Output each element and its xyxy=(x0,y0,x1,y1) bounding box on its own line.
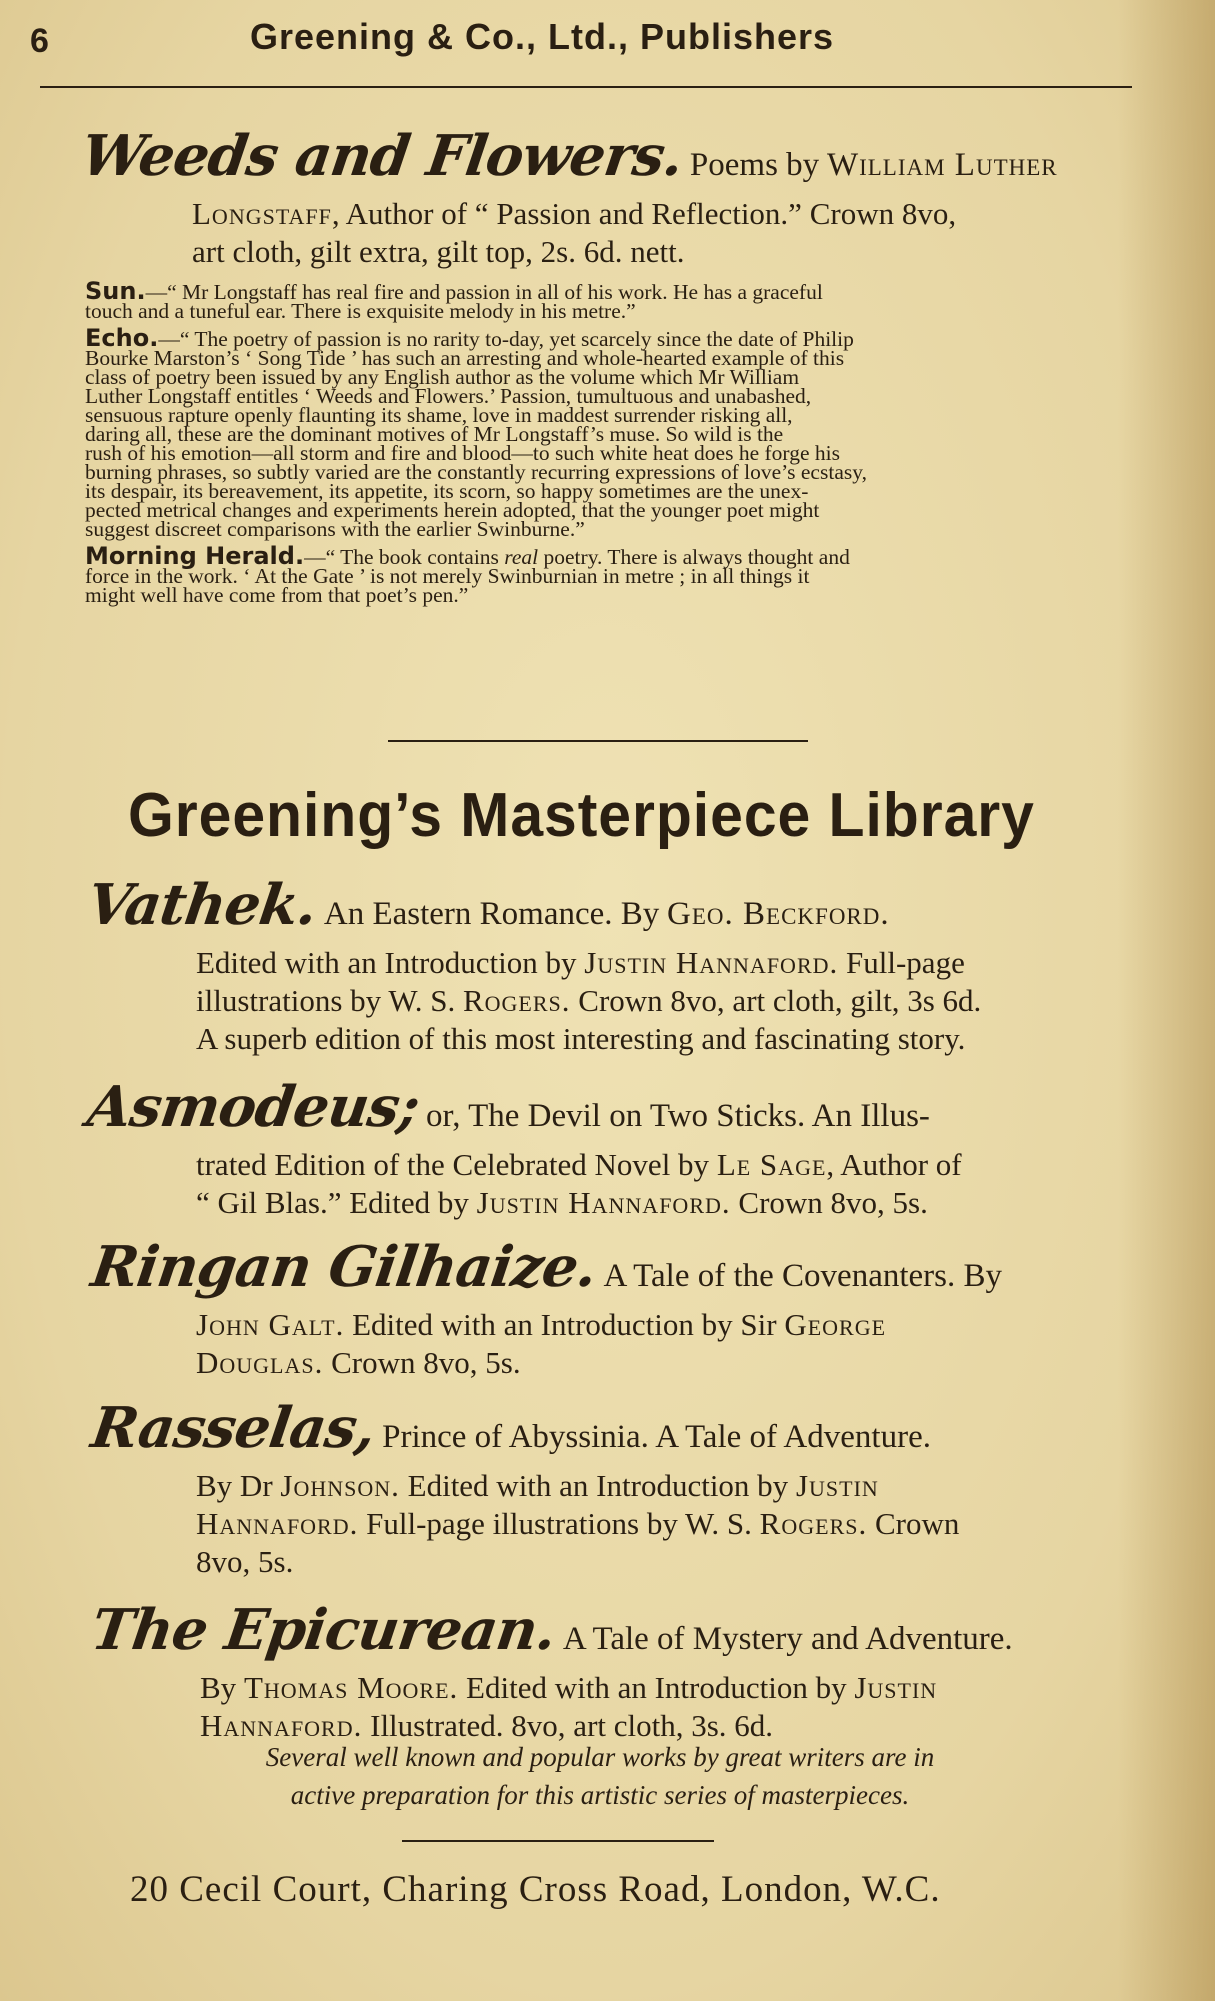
review-echo-line: burning phrases, so subtly varied are the constantly recurring expressions of love’s ecstasy, xyxy=(85,460,867,484)
reviews xyxy=(85,277,867,607)
section-rule xyxy=(388,740,808,742)
ringan-title: Ringan Gilhaize. xyxy=(87,1234,601,1300)
series-note-line: active preparation for this artistic series of masterpieces. xyxy=(290,1780,910,1810)
header-rule xyxy=(40,86,1132,88)
ringan-line-2: John Galt. Edited with an Introduction by Sir George xyxy=(196,1307,887,1342)
footer-rule xyxy=(402,1840,714,1842)
library-heading: Greening’s Masterpiece Library xyxy=(128,781,1035,850)
vathek-title: Vathek. xyxy=(83,872,321,938)
rasselas-title: Rasselas, xyxy=(87,1395,380,1461)
vathek-line-3: illustrations by W. S. Rogers. Crown 8vo, art cloth, gilt, 3s 6d. xyxy=(196,983,982,1018)
review-echo: Echo.—“ The poetry of passion is no rarity to-day, yet scarcely since the date of Philip xyxy=(85,324,854,352)
epicurean-entry: The Epicurean. A Tale of Mystery and Adventure. By Thomas Moore. Edited with an Introduction by Justin Hannaford. Illustrated. 8vo, art cloth, 3s. 6d. xyxy=(87,1597,1013,1743)
review-herald-line: force in the work. ‘ At the Gate ’ is not merely Swinburnian in metre ; in all things it xyxy=(85,564,810,588)
review-echo-line: suggest discreet comparisons with the earlier Swinburne.” xyxy=(85,517,585,541)
rasselas-entry: Rasselas, Prince of Abyssinia. A Tale of Adventure. By Dr Johnson. Edited with an Introduction by Justin Hannaford. Full-page illustrations by W. S. Rogers. Crown 8vo, 5s. xyxy=(87,1395,960,1579)
vathek-line-4: A superb edition of this most interesting and fascinating story. xyxy=(196,1021,966,1056)
review-source-herald: Morning Herald. xyxy=(85,542,305,570)
asmodeus-line-2: trated Edition of the Celebrated Novel by Le Sage, Author of xyxy=(196,1147,962,1182)
weeds-line-2: Longstaff, Author of “ Passion and Reflection.” Crown 8vo, xyxy=(192,196,957,231)
ringan-entry: Ringan Gilhaize. A Tale of the Covenanters. By John Galt. Edited with an Introduction by Sir George Douglas. Crown 8vo, 5s. xyxy=(87,1234,1002,1380)
review-echo-line: Bourke Marston’s ‘ Song Tide ’ has such an arresting and whole-hearted example of this xyxy=(85,346,845,370)
review-source-sun: Sun. xyxy=(85,277,146,305)
review-sun-line: touch and a tuneful ear. There is exquisite melody in his metre.” xyxy=(85,299,636,323)
ringan-line-3: Douglas. Crown 8vo, 5s. xyxy=(196,1345,521,1380)
weeds-line-3: art cloth, gilt extra, gilt top, 2s. 6d. nett. xyxy=(192,234,685,269)
series-note xyxy=(100,1738,1100,1814)
rasselas-line-3: Hannaford. Full-page illustrations by W. S. Rogers. Crown xyxy=(196,1506,960,1541)
series-note-line: Several well known and popular works by great writers are in xyxy=(265,1742,935,1772)
epicurean-line-3: Hannaford. Illustrated. 8vo, art cloth, 3s. 6d. xyxy=(200,1708,774,1743)
review-echo-line: sensuous rapture openly flaunting its shame, love in maddest surrender risking all, xyxy=(85,403,793,427)
review-echo-line: rush of his emotion—all storm and fire and blood—to such white heat does he forge his xyxy=(85,441,840,465)
epicurean-title: The Epicurean. xyxy=(87,1597,560,1663)
rasselas-line-4: 8vo, 5s. xyxy=(196,1544,294,1579)
vathek-entry: Vathek. An Eastern Romance. By Geo. Beckford. Edited with an Introduction by Justin Hannaford. Full-page illustrations by W. S. Rogers. Crown 8vo, art cloth, gilt, 3s 6d. A superb edition of this most interesting and fascinating story. xyxy=(83,872,982,1056)
review-herald: Morning Herald.—“ The book contains real poetry. There is always thought and xyxy=(85,542,850,570)
review-echo-line: daring all, these are the dominant motives of Mr Longstaff’s muse. So wild is the xyxy=(85,422,784,446)
weeds-title: Weeds and Flowers. xyxy=(77,123,687,189)
review-echo-line: Luther Longstaff entitles ‘ Weeds and Flowers.’ Passion, tumultuous and unabashed, xyxy=(85,384,812,408)
asmodeus-line-3: “ Gil Blas.” Edited by Justin Hannaford. Crown 8vo, 5s. xyxy=(196,1185,928,1220)
review-echo-line: class of poetry been issued by any English author as the volume which Mr William xyxy=(85,365,800,389)
asmodeus-title: Asmodeus; xyxy=(83,1074,423,1140)
weeds-author: William Luther xyxy=(826,147,1058,183)
running-head: Greening & Co., Ltd., Publishers xyxy=(250,16,835,57)
weeds-entry xyxy=(77,123,1058,271)
vathek-line-2: Edited with an Introduction by Justin Hannaford. Full-page xyxy=(196,945,965,980)
rasselas-line-2: By Dr Johnson. Edited with an Introduction by Justin xyxy=(196,1468,879,1503)
review-source-echo: Echo. xyxy=(85,324,159,352)
review-herald-line: might well have come from that poet’s pen.” xyxy=(85,583,469,607)
vathek-author: Geo. Beckford. xyxy=(667,896,890,932)
review-sun: Sun.—“ Mr Longstaff has real fire and passion in all of his work. He has a graceful xyxy=(85,277,823,305)
review-echo-line: its despair, its bereavement, its appetite, its scorn, so happy sometimes are the unex- xyxy=(85,479,809,503)
publisher-address: 20 Cecil Court, Charing Cross Road, London, W.C. xyxy=(130,1869,941,1910)
epicurean-line-2: By Thomas Moore. Edited with an Introduction by Justin xyxy=(200,1670,938,1705)
weeds-lead: Poems by xyxy=(689,147,820,183)
asmodeus-entry: Asmodeus; or, The Devil on Two Sticks. An Illus- trated Edition of the Celebrated Novel by Le Sage, Author of “ Gil Blas.” Edited by Justin Hannaford. Crown 8vo, 5s. xyxy=(83,1074,962,1220)
page-number: 6 xyxy=(30,22,49,60)
review-echo-line: pected metrical changes and experiments herein adopted, that the younger poet might xyxy=(85,498,820,522)
